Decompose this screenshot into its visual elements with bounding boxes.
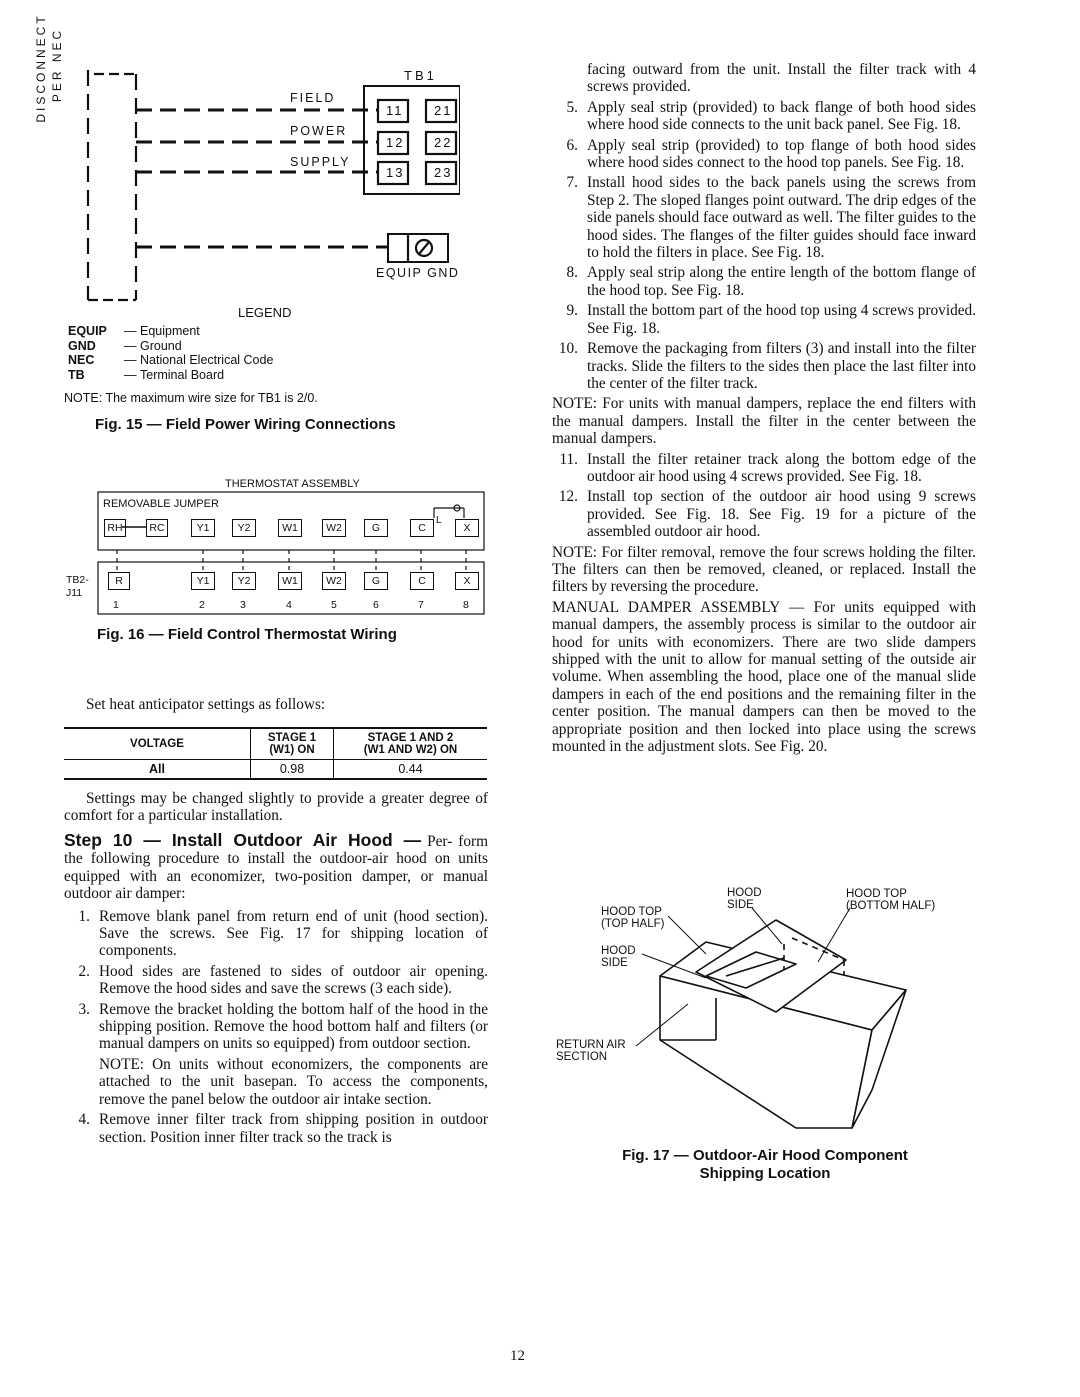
- tb-label: TB2- J11: [66, 574, 89, 599]
- thermostat-assembly-label: THERMOSTAT ASSEMBLY: [225, 478, 360, 490]
- fig16-caption: Fig. 16 — Field Control Thermostat Wiring: [97, 626, 397, 643]
- terminal-21: 21: [434, 103, 453, 118]
- step4-continued: facing outward from the unit. Install the filter track with 4 screws provided.: [587, 61, 976, 96]
- terminal-11: 11: [386, 103, 404, 118]
- row-stage1: 0.98: [251, 760, 334, 780]
- page-number: 12: [510, 1348, 525, 1364]
- list-item: 1. Remove blank panel from return end of unit (hood section). Save the screws. See Fig. 17 for shipping location of components.: [78, 907, 488, 960]
- terminal-g-top: G: [364, 519, 388, 537]
- legend-item-gnd: GND — Ground: [68, 338, 182, 353]
- label-hood-side: HOOD SIDE: [601, 945, 636, 969]
- terminal-13: 13: [386, 165, 405, 180]
- legend-item-nec: NEC — National Electrical Code: [68, 353, 274, 367]
- terminal-w2: W2: [322, 572, 346, 590]
- fig16-diagram: [60, 490, 490, 620]
- terminal-12: 12: [386, 135, 405, 150]
- terminal-w1-top: W1: [278, 519, 302, 537]
- terminal-w1: W1: [278, 572, 302, 590]
- list-item-note: NOTE: On units without economizers, the components are attached to the unit basepan. To access the components, remove the panel below the outdoor air intake section.: [99, 1055, 488, 1108]
- terminal-rc: RC: [146, 519, 168, 537]
- terminal-y1: Y1: [191, 572, 215, 590]
- label-return-air-section: RETURN AIR SECTION: [556, 1039, 626, 1063]
- terminal-y1-top: Y1: [191, 519, 215, 537]
- label-hood-top-top-half: HOOD TOP (TOP HALF): [601, 906, 665, 930]
- field-label: FIELD: [290, 91, 336, 105]
- label-hood-side-top: HOOD SIDE: [727, 887, 762, 911]
- col-stage1: STAGE 1 (W1) ON: [251, 728, 334, 760]
- l-switch-label: L: [436, 515, 442, 526]
- step10-heading: Step 10 — Install Outdoor Air Hood —: [64, 830, 422, 850]
- disconnect-label: DISCONNECT: [34, 13, 48, 123]
- equip-gnd-label: EQUIP GND: [376, 266, 460, 280]
- terminal-x-top: X: [455, 519, 479, 537]
- power-label: POWER: [290, 124, 348, 138]
- settings-table-wrap: [64, 727, 487, 780]
- list-item: 2. Hood sides are fastened to sides of outdoor air opening. Remove the hood sides and save the screws (3 each side).: [78, 962, 488, 998]
- terminal-number-3: 3: [240, 599, 246, 611]
- terminal-number-7: 7: [418, 599, 424, 611]
- removable-jumper-label: REMOVABLE JUMPER: [103, 498, 219, 510]
- terminal-number-1: 1: [113, 599, 119, 611]
- terminal-g: G: [364, 572, 388, 590]
- terminal-r: R: [108, 572, 130, 590]
- tb1-label: TB1: [404, 68, 437, 83]
- legend-title: LEGEND: [238, 305, 292, 320]
- terminal-y2-top: Y2: [232, 519, 256, 537]
- legend-item-tb: TB — Terminal Board: [68, 367, 225, 382]
- list-item: 10. Remove the packaging from filters (3) and install into the filter tracks. Slide the filters to the sides then place the last filter into the center of the filter track.: [558, 340, 976, 392]
- list-item: 5. Apply seal strip (provided) to back flange of both hood sides where hood side connects to the unit back panel. See Fig. 18.: [566, 98, 976, 134]
- terminal-22: 22: [434, 135, 453, 150]
- terminal-number-2: 2: [199, 599, 205, 611]
- fig17-caption: Fig. 17 — Outdoor-Air Hood Component Shipping Location: [622, 1147, 908, 1182]
- terminal-23: 23: [434, 165, 453, 180]
- manual-damper-assembly: MANUAL DAMPER ASSEMBLY — For units equipped with manual dampers, the assembly process is similar to the outdoor air hood for units with economizers. There are two slide dampers shipped with the unit to allow for manual setting of the outside air volume. When assembling the hood, place one of the manual slide dampers in each of the end positions and the remaining filter in the center position. The manual dampers can then be moved to the appropriate position and then locked into place using the screws mounted in the adjustment slots. See Fig. 20.: [552, 598, 976, 756]
- list-item: 3. Remove the bracket holding the bottom half of the hood in the shipping position. Remove the hood bottom half and filters (or manual dampers on units so equipped) from outdoor section.: [78, 1000, 488, 1053]
- row-voltage: All: [64, 760, 251, 780]
- fig15-caption: Fig. 15 — Field Power Wiring Connections: [95, 416, 396, 433]
- list-item: 4. Remove inner filter track from shipping position in outdoor section. Position inner filter track so the track is: [78, 1111, 488, 1146]
- thermostat-wiring-svg: [60, 490, 490, 620]
- terminal-rh: RH: [104, 519, 126, 537]
- note-manual-dampers: NOTE: For units with manual dampers, replace the end filters with the manual dampers. Install the filter in the center between the manual dampers.: [552, 395, 976, 448]
- fig15-note: NOTE: The maximum wire size for TB1 is 2/0.: [64, 391, 318, 405]
- heat-intro: Set heat anticipator settings as follows:: [86, 696, 326, 713]
- terminal-number-5: 5: [331, 599, 337, 611]
- step10-section: [64, 832, 488, 1146]
- terminal-number-8: 8: [463, 599, 469, 611]
- list-item: 11. Install the filter retainer track along the bottom edge of the outdoor air hood using 4 screws provided. See Fig. 18.: [559, 450, 976, 485]
- terminal-x: X: [455, 572, 479, 590]
- row-stage12: 0.44: [398, 762, 423, 776]
- legend-item-equip: EQUIP — Equipment: [68, 324, 200, 338]
- terminal-number-6: 6: [373, 599, 379, 611]
- note-filter-removal: NOTE: For filter removal, remove the four screws holding the filter. The filters can then be removed, cleaned, or replaced. Install the filters by reversing the procedure.: [552, 543, 976, 596]
- list-item: 6. Apply seal strip (provided) to top flange of both hood sides where hood sides connect to the hood top panels. See Fig. 18.: [566, 136, 976, 172]
- list-item: 12. Install top section of the outdoor air hood using 9 screws provided. See Fig. 18. See Fig. 19 for a picture of the assembled outdoor air hood.: [558, 488, 976, 541]
- supply-label: SUPPLY: [290, 155, 351, 169]
- legend-list: [68, 324, 368, 382]
- steps-left-list: [64, 908, 488, 1146]
- col-voltage: VOLTAGE: [64, 728, 251, 760]
- terminal-w2-top: W2: [322, 519, 346, 537]
- terminal-c: C: [410, 572, 434, 590]
- per-nec-label: PER NEC: [50, 27, 64, 103]
- settings-table: [64, 727, 487, 780]
- col-stage12: STAGE 1 AND 2 (W1 AND W2) ON: [363, 732, 458, 756]
- label-hood-top-bottom-half: HOOD TOP (BOTTOM HALF): [846, 888, 936, 912]
- list-item: 9. Install the bottom part of the hood top using 4 screws provided. See Fig. 18.: [566, 302, 976, 337]
- terminal-y2: Y2: [232, 572, 256, 590]
- terminal-c-top: C: [410, 519, 434, 537]
- list-item: 7. Install hood sides to the back panels using the screws from Step 2. The sloped flanges point outward. The drip edges of the side panels should face outward as well. The filter guides to the hood sides. The flanges of the filter guides should face inward to hold the filters in place. See Fig. 18.: [566, 174, 976, 262]
- right-column-text: [552, 61, 976, 755]
- list-item: 8. Apply seal strip along the entire length of the bottom flange of the hood top. See Fig. 18.: [566, 264, 976, 299]
- settings-note: Settings may be changed slightly to provide a greater degree of comfort for a particular installation.: [64, 790, 488, 825]
- step10-intro: Step 10 — Install Outdoor Air Hood — Per- form the following procedure to install the outdoor-air hood on units equipped with an economizer, two-position damper, or manual outdoor air damper:: [64, 830, 489, 903]
- terminal-number-4: 4: [286, 599, 292, 611]
